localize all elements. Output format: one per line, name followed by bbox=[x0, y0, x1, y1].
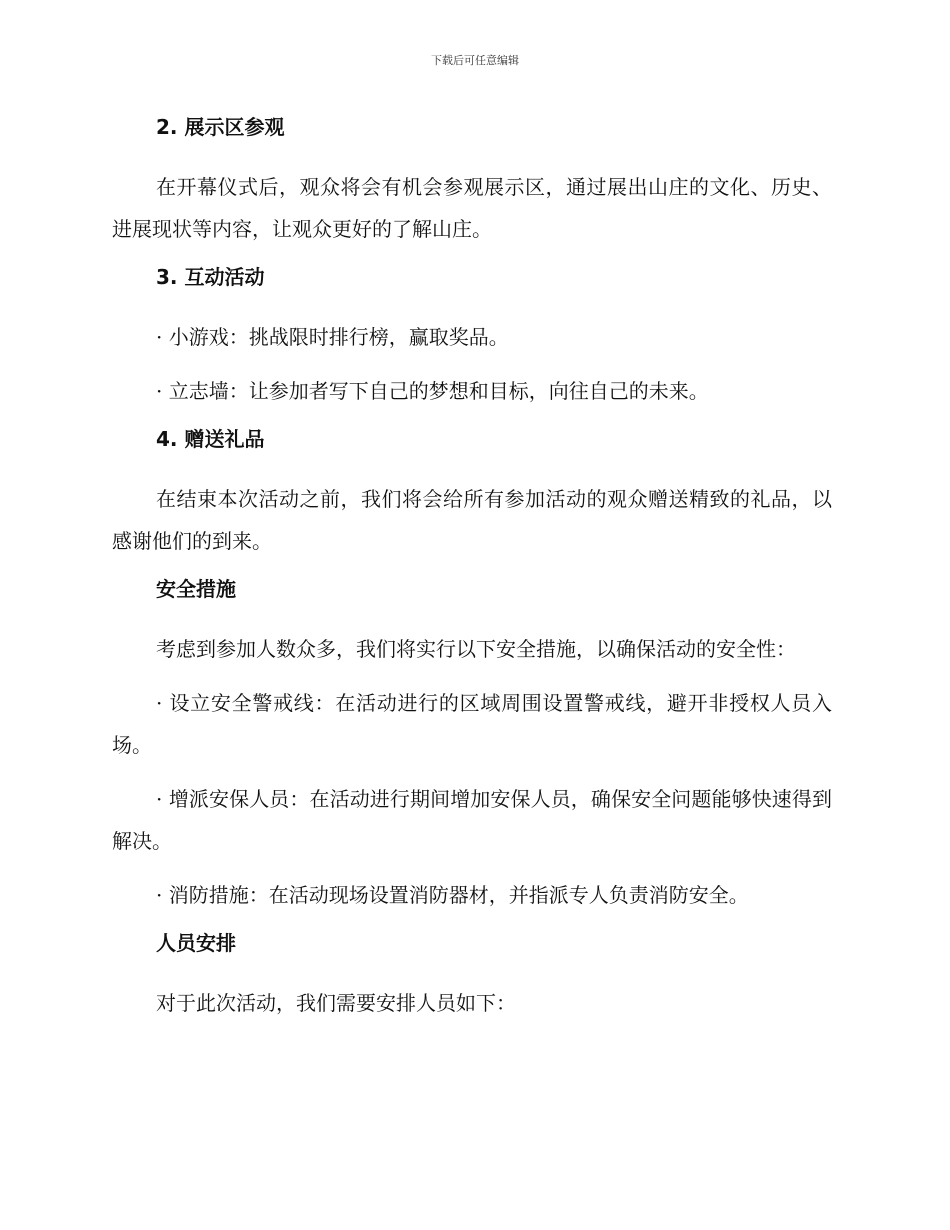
bullet-security-staff: · 增派安保人员：在活动进行期间增加安保人员，确保安全问题能够快速得到解决。 bbox=[112, 787, 832, 853]
bullet-fire-safety: · 消防措施：在活动现场设置消防器材，并指派专人负责消防安全。 bbox=[156, 883, 749, 907]
bullet-safety-line: · 设立安全警戒线：在活动进行的区域周围设置警戒线，避开非授权人员入场。 bbox=[112, 691, 832, 757]
section-heading-exhibition: 2. 展示区参观 bbox=[156, 115, 285, 139]
document-body bbox=[112, 112, 832, 1036]
page-header-note: 下载后可任意编辑 bbox=[431, 54, 519, 67]
paragraph-exhibition: 在开幕仪式后，观众将会有机会参观展示区，通过展出山庄的文化、历史、进展现状等内容，让观众更好的了解山庄。 bbox=[112, 175, 832, 241]
section-heading-safety: 安全措施 bbox=[156, 577, 236, 601]
paragraph-safety-intro: 考虑到参加人数众多，我们将实行以下安全措施，以确保活动的安全性： bbox=[156, 637, 796, 661]
section-heading-interactive: 3. 互动活动 bbox=[156, 265, 265, 289]
section-heading-gifts: 4. 赠送礼品 bbox=[156, 427, 265, 451]
bullet-wish-wall: · 立志墙：让参加者写下自己的梦想和目标，向往自己的未来。 bbox=[156, 379, 709, 403]
section-heading-staffing: 人员安排 bbox=[156, 931, 236, 955]
paragraph-staffing: 对于此次活动，我们需要安排人员如下： bbox=[156, 991, 516, 1015]
paragraph-gifts: 在结束本次活动之前，我们将会给所有参加活动的观众赠送精致的礼品，以感谢他们的到来。 bbox=[112, 487, 832, 553]
bullet-mini-game: · 小游戏：挑战限时排行榜，赢取奖品。 bbox=[156, 325, 509, 349]
